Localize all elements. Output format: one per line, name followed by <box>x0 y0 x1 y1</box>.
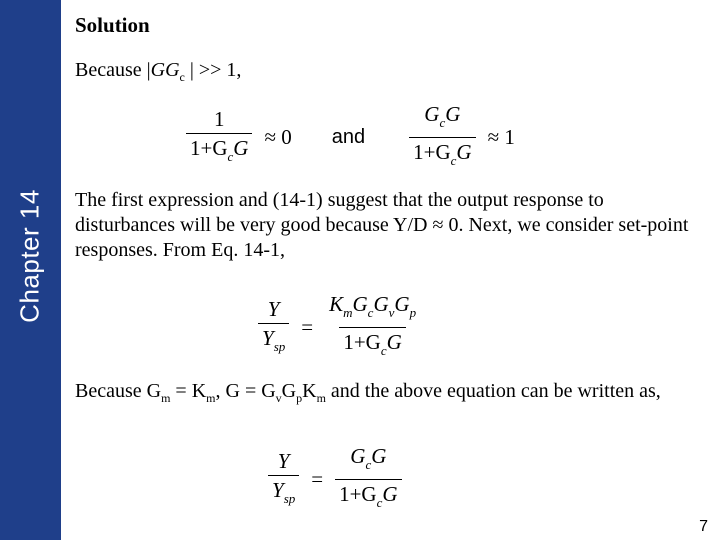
approx-one: ≈ 1 <box>487 125 515 149</box>
fraction-numerator: $G_cG$ <box>424 102 461 130</box>
paragraph-2: Because $G_m = K_m$, $G = G_vG_pK_m$ and the above equation can be written as, <box>75 380 661 405</box>
chapter-label: Chapter 14 <box>14 189 45 323</box>
because-line <box>75 58 241 90</box>
fraction-denominator: $1+G_cG$ <box>409 137 475 175</box>
fraction-numerator: 1 <box>213 106 225 131</box>
paragraph-1: The first expression and (14-1) suggest that the output response to disturbances will be very good because Y/D ≈ 0. Next, we consider set-point responses. From Eq. 14-1, <box>75 189 689 261</box>
fraction-numerator: $K_mG_cG_vG_p$ <box>329 292 417 320</box>
fraction-rhs <box>335 442 401 517</box>
fraction-setpoint <box>409 100 475 175</box>
because-suffix: | >> 1, <box>184 59 242 81</box>
gg-text: GG <box>150 59 180 81</box>
fraction-denominator: $Y_{sp}$ <box>258 323 289 361</box>
fraction-denominator: $Y_{sp}$ <box>268 475 299 513</box>
chapter-sidebar <box>0 0 61 540</box>
fraction-lhs <box>258 295 289 361</box>
fraction-denominator: $1+G_cG$ <box>335 479 401 517</box>
fraction-denominator: $1+G_cG$ <box>186 133 252 171</box>
equation-1 <box>186 100 527 175</box>
and-word: and <box>331 126 366 148</box>
fraction-numerator: Y <box>267 296 280 321</box>
fraction-disturbance <box>186 105 252 171</box>
fraction-numerator: Y <box>277 448 290 473</box>
because-prefix: Because | <box>75 59 151 81</box>
equals-sign: = <box>301 315 314 339</box>
gg-subscript: c <box>179 70 185 84</box>
fraction-denominator: $1+G_cG$ <box>339 327 405 365</box>
page-number: 7 <box>699 518 708 535</box>
fraction-lhs <box>268 447 299 513</box>
equation-2 <box>258 290 420 365</box>
approx-zero: ≈ 0 <box>264 125 292 149</box>
fraction-rhs <box>325 290 420 365</box>
equals-sign: = <box>311 467 324 491</box>
fraction-numerator: $G_cG$ <box>350 444 387 472</box>
equation-3 <box>268 442 402 517</box>
slide-heading: Solution <box>75 13 150 37</box>
